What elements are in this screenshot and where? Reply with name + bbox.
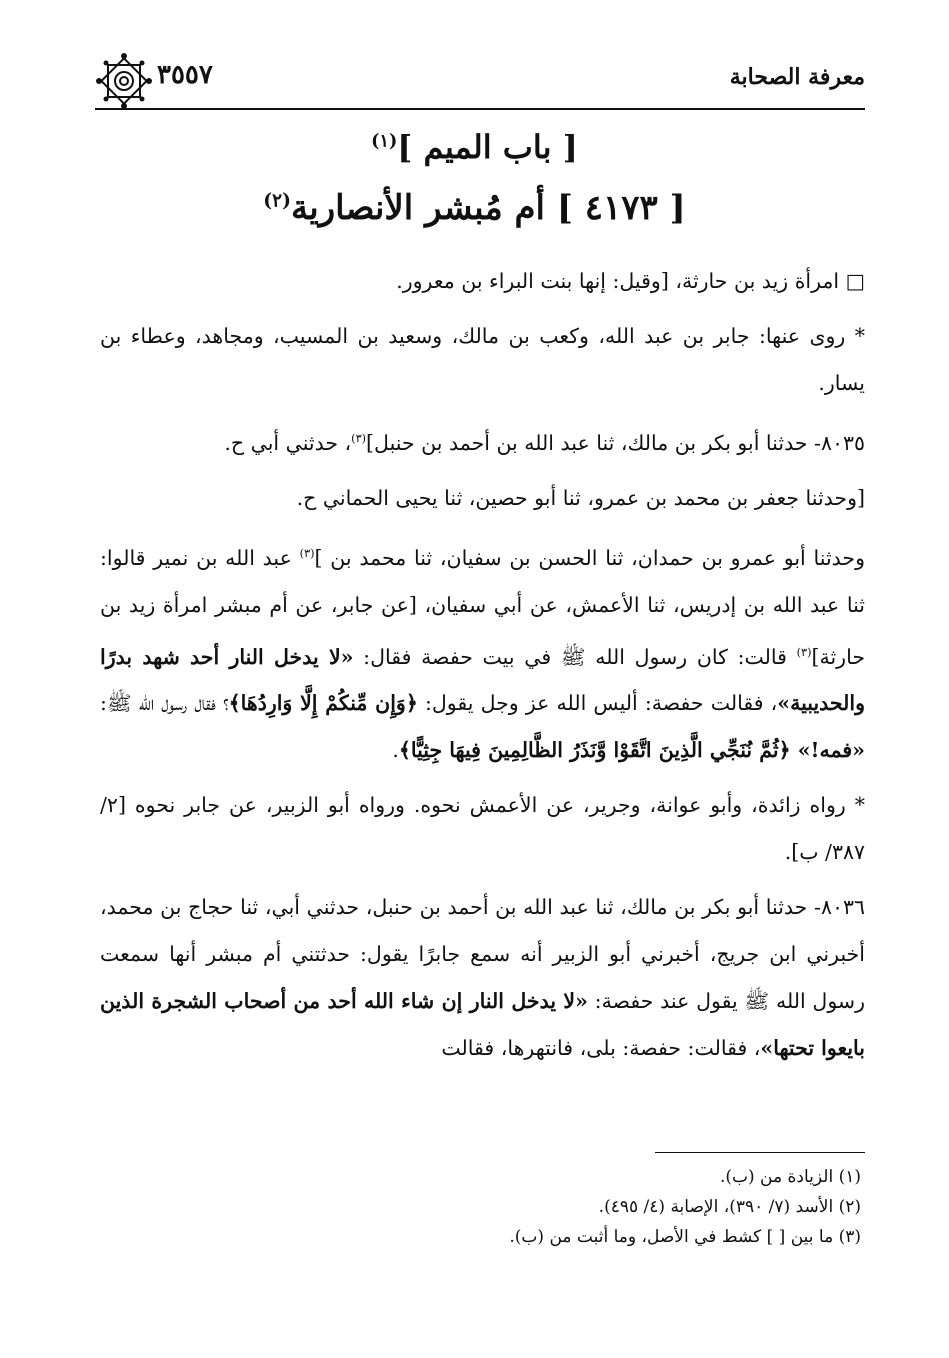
text-run: ٨٠٣٥- حدثنا أبو بكر بن مالك، ثنا عبد الله بن أحمد بن حنبل] (366, 430, 865, 455)
paragraph: □ امرأة زيد بن حارثة، [وقيل: إنها بنت البراء بن معرور. (396, 269, 865, 293)
footnote-ref: (٣) (299, 546, 315, 560)
quran-verse: «فمه!» ﴿ثُمَّ نُنَجِّي الَّذِينَ اتَّقَوْا وَّنَذَرُ الظَّالِمِينَ فِيهَا جِثِيًّا﴾ (398, 738, 865, 763)
footnote-divider (655, 1152, 865, 1153)
header-divider (95, 108, 865, 110)
hadith-quote: «لا يدخل النار إن شاء الله أحد من أصحاب الشجرة الذين بايعوا تحتها» (100, 989, 865, 1061)
paragraph: * رواه زائدة، وأبو عوانة، وجرير، عن الأعمش نحوه. ورواه أبو الزبير، عن جابر نحوه [٢/ ٣٨٧/ ب]. (100, 793, 865, 865)
footnote: (٣) ما بين [ ] كشط في الأصل، وما أثبت من (ب). (509, 1227, 861, 1247)
footnote-ref: (١) (371, 130, 398, 152)
entry-heading-text: [ ٤١٧٣ ] أم مُبشر الأنصارية (291, 188, 686, 228)
text-run: وحدثنا أبو عمرو بن حمدان، ثنا الحسن بن سفيان، ثنا محمد بن ] (314, 545, 865, 570)
footnote-ref: (٣) (351, 432, 367, 445)
text-run: ؟ فقال رسول الله ﷺ: (100, 691, 229, 716)
text-run: ، فقالت حفصة: أليس الله عز وجل يقول: (417, 691, 778, 716)
quran-verse: ﴿وَإِن مِّنكُمْ إِلَّا وَارِدُهَا﴾ (228, 691, 418, 716)
text-run: قالت: كان رسول الله ﷺ في بيت حفصة فقال: (353, 644, 797, 669)
footnote-ref: (٣) (796, 645, 812, 659)
running-title: معرفة الصحابة (729, 64, 865, 90)
text-run: ٨٠٣٦- حدثنا أبو بكر بن مالك، ثنا عبد الله بن أحمد بن حنبل، حدثني أبي، ثنا حجاج بن محمد، أخبرني ابن جريج، أخبرني أبو الزبير أنه سمع جابرًا يقول: حدثتني أم مبشر أنها سمعت رسول الله ﷺ يقول عند حفصة: (100, 895, 865, 1014)
main-text (100, 258, 865, 1080)
footnotes (100, 1162, 861, 1252)
paragraph: [وحدثنا جعفر بن محمد بن عمرو، ثنا أبو حصين، ثنا يحيى الحماني ح. (296, 485, 865, 510)
footnote: (٢) الأسد (٧/ ٣٩٠)، الإصابة (٤/ ٤٩٥). (598, 1197, 861, 1217)
text-run: ، فقالت: حفصة: بلى، فانتهرها، فقالت (441, 1036, 761, 1061)
hadith-quote: «لا يدخل النار أحد شهد بدرًا والحديبية» (100, 644, 865, 716)
paragraph: * روى عنها: جابر بن عبد الله، وكعب بن مالك، وسعيد بن المسيب، ومجاهد، وعطاء بن يسار. (100, 324, 865, 395)
paragraph (100, 415, 865, 467)
text-run: . (392, 738, 399, 763)
page-header (95, 52, 865, 112)
section-heading-text: [ باب الميم ] (397, 128, 578, 166)
paragraph (100, 884, 865, 1072)
paragraph (100, 530, 865, 775)
ornament-icon (95, 52, 153, 110)
text-run: ، حدثني أبي ح. (224, 430, 352, 455)
footnote: (١) الزيادة من (ب). (719, 1167, 861, 1187)
entry-heading (0, 188, 949, 228)
footnote-ref: (٢) (263, 189, 291, 212)
page-number: ٣٥٥٧ (157, 60, 213, 90)
text-run: عبد الله بن نمير قالوا: ثنا عبد الله بن إدريس، ثنا الأعمش، عن أبي سفيان، [عن جابر، عن أم مبشر امرأة زيد بن حارثة] (100, 545, 865, 669)
section-heading (0, 128, 949, 166)
